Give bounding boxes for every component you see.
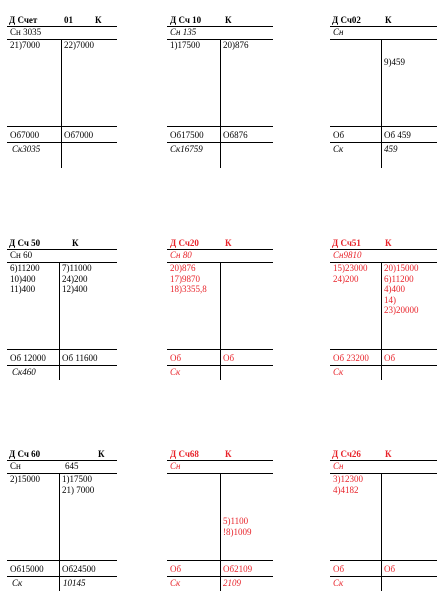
t-divider	[381, 473, 382, 591]
turnover-rule	[330, 560, 437, 561]
entry: 22)7000	[64, 40, 94, 50]
opening-balance: Сн 80	[170, 250, 192, 260]
closing-value: 459	[384, 144, 398, 154]
entry: 4)400	[384, 284, 405, 294]
debit-marker: Д Сч 10	[170, 15, 202, 25]
t-divider	[61, 39, 62, 168]
credit-entries	[62, 474, 94, 495]
closing-rule	[167, 142, 273, 143]
entry: 7)11000	[62, 263, 92, 273]
closing-rule	[7, 142, 117, 143]
t-account-02	[330, 15, 437, 168]
turnover-rule	[167, 349, 273, 350]
entry: 1)17500	[170, 40, 200, 50]
credit-marker: К	[225, 15, 232, 25]
opening-balance: Сн 135	[170, 27, 197, 37]
opening-credit: 645	[65, 461, 79, 471]
debit-marker: Д Сч20	[170, 238, 199, 248]
entry: 12)400	[62, 284, 88, 294]
header-rule	[330, 26, 437, 27]
closing-value: 2109	[223, 578, 241, 588]
t-account-60	[7, 449, 117, 591]
credit-marker: К	[385, 238, 392, 248]
entry: 21)7000	[10, 40, 40, 50]
entry: 10)400	[10, 273, 36, 284]
entry: 1)17500	[62, 474, 92, 484]
t-account-68	[167, 449, 273, 591]
opening-balance: Сн 60	[10, 250, 33, 260]
opening-balance: Сн	[170, 461, 181, 471]
entry: 11)400	[10, 284, 36, 294]
t-divider	[59, 473, 60, 591]
opening-balance: Сн	[333, 461, 344, 471]
credit-entries	[223, 40, 249, 51]
opening-balance: Сн	[10, 461, 21, 471]
closing-balance: Ск	[333, 578, 344, 588]
turnover-credit: Об24500	[62, 564, 96, 574]
debit-entries	[333, 474, 363, 495]
credit-entries	[223, 516, 252, 537]
turnover-debit: Об	[170, 353, 182, 363]
closing-balance: Ск	[170, 367, 181, 377]
turnover-credit: Об2109	[223, 564, 253, 574]
entry: 24)200	[62, 273, 88, 284]
turnover-rule	[167, 560, 273, 561]
header-rule	[7, 460, 117, 461]
debit-marker: Д Сч51	[332, 238, 361, 248]
entry: !8)1009	[223, 526, 252, 537]
opening-balance: Сн	[333, 27, 344, 37]
closing-balance: Ск	[170, 578, 181, 588]
credit-entries	[64, 40, 94, 51]
debit-marker: Д Сч26	[332, 449, 361, 459]
entry: 18)3355,8	[170, 284, 207, 294]
credit-entries	[384, 57, 405, 68]
entry: 2)15000	[10, 474, 40, 484]
entry: 9)459	[384, 57, 405, 67]
credit-marker: К	[98, 449, 105, 459]
turnover-rule	[7, 349, 117, 350]
opening-balance: Сн9810	[333, 250, 362, 260]
entry: 20)15000	[384, 263, 419, 273]
closing-balance: Ск	[333, 367, 344, 377]
debit-marker: Д Сч68	[170, 449, 199, 459]
turnover-credit: Об 459	[384, 130, 411, 140]
debit-entries	[10, 263, 40, 295]
closing-rule	[330, 365, 437, 366]
entry: 21) 7000	[62, 484, 95, 495]
entry: 5)1100	[223, 516, 249, 526]
credit-marker: К	[225, 238, 232, 248]
debit-marker: Д Сч 50	[9, 238, 41, 248]
closing-rule	[330, 142, 437, 143]
debit-entries	[333, 263, 368, 284]
t-account-26	[330, 449, 437, 591]
account-number: 01	[64, 15, 73, 25]
debit-marker: Д Сч 60	[9, 449, 41, 459]
closing-value: 10145	[63, 578, 86, 588]
credit-marker: К	[385, 449, 392, 459]
turnover-rule	[330, 126, 437, 127]
debit-entries	[170, 40, 200, 51]
entry: 23)20000	[384, 305, 419, 315]
turnover-rule	[330, 349, 437, 350]
debit-entries	[10, 474, 40, 485]
credit-marker: К	[385, 15, 392, 25]
entry: 20)876	[170, 263, 196, 273]
opening-rule	[330, 39, 437, 40]
header-rule	[330, 460, 437, 461]
credit-entries	[384, 263, 419, 316]
turnover-debit: Об17500	[170, 130, 204, 140]
opening-balance: Сн 3035	[10, 27, 42, 37]
t-divider	[220, 473, 221, 591]
t-divider	[220, 39, 221, 168]
closing-balance: Ск	[333, 144, 344, 154]
credit-entries	[62, 263, 92, 295]
debit-marker: Д Сч02	[332, 15, 361, 25]
closing-rule	[7, 365, 117, 366]
closing-rule	[330, 576, 437, 577]
t-account-50	[7, 238, 117, 380]
t-divider	[59, 262, 60, 380]
turnover-debit: Об	[333, 130, 345, 140]
t-divider	[381, 262, 382, 380]
turnover-rule	[167, 126, 273, 127]
turnover-rule	[7, 560, 117, 561]
closing-balance: Ск3035	[12, 144, 41, 154]
turnover-rule	[7, 126, 117, 127]
turnover-debit: Об 23200	[333, 353, 369, 363]
closing-rule	[167, 365, 273, 366]
debit-entries	[10, 40, 40, 51]
entry: 17)9870	[170, 273, 200, 284]
turnover-credit: Об7000	[64, 130, 94, 140]
turnover-debit: Об	[333, 564, 345, 574]
turnover-credit: Об	[223, 353, 235, 363]
t-divider	[381, 39, 382, 168]
closing-balance: Ск16759	[170, 144, 203, 154]
t-account-20	[167, 238, 273, 380]
debit-entries	[170, 263, 207, 295]
debit-marker: Д Счет	[9, 15, 38, 25]
entry: 20)876	[223, 40, 249, 50]
entry: 3)12300	[333, 474, 363, 484]
turnover-debit: Об15000	[10, 564, 44, 574]
closing-balance: Ск	[12, 578, 23, 588]
credit-marker: К	[225, 449, 232, 459]
t-account-10	[167, 15, 273, 168]
turnover-credit: Об 11600	[62, 353, 98, 363]
turnover-credit: Об876	[223, 130, 248, 140]
turnover-debit: Об	[170, 564, 182, 574]
entry: 6)11200	[10, 263, 40, 273]
t-account-51	[330, 238, 437, 380]
credit-marker: К	[72, 238, 79, 248]
entry: 14)	[384, 294, 396, 305]
entry: 15)23000	[333, 263, 368, 273]
closing-rule	[7, 576, 117, 577]
entry: 6)11200	[384, 273, 414, 284]
turnover-credit: Об	[384, 353, 396, 363]
credit-marker: К	[95, 15, 102, 25]
entry: 24)200	[333, 273, 359, 284]
closing-rule	[167, 576, 273, 577]
closing-balance: Ск460	[12, 367, 36, 377]
turnover-credit: Об	[384, 564, 396, 574]
t-account-01	[7, 15, 117, 168]
t-divider	[220, 262, 221, 380]
header-rule	[167, 460, 273, 461]
entry: 4)4182	[333, 484, 359, 495]
turnover-debit: Об 12000	[10, 353, 46, 363]
turnover-debit: Об7000	[10, 130, 40, 140]
